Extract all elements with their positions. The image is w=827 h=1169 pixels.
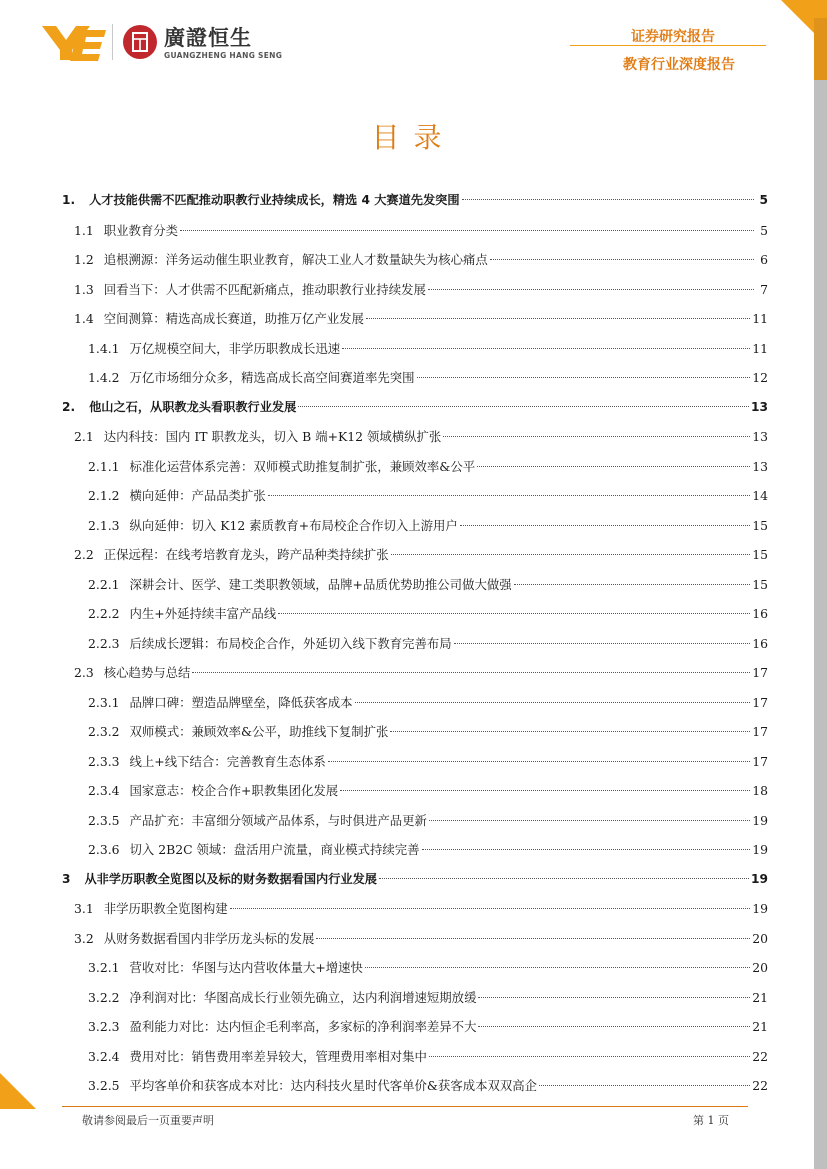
toc-entry-title: 从非学历职教全览图以及标的财务数据看国内行业发展 <box>84 871 377 886</box>
toc-entry-page: 17 <box>752 724 768 739</box>
brand-english-name: GUANGZHENG HANG SENG <box>164 51 283 60</box>
toc-dot-leader <box>355 702 751 703</box>
side-bar-accent <box>814 18 827 80</box>
toc-entry-title: 纵向延伸：切入 K12 素质教育+布局校企合作切入上游用户 <box>129 517 458 533</box>
toc-entry-title: 回看当下：人才供需不匹配新痛点，推动职教行业持续发展 <box>103 281 426 297</box>
toc-entry-page: 17 <box>752 665 768 680</box>
toc-entry-page: 13 <box>751 399 768 414</box>
toc-entry-page: 22 <box>752 1078 768 1093</box>
toc-entry[interactable] <box>62 599 768 629</box>
logo-divider <box>112 24 113 60</box>
toc-entry-page: 21 <box>752 989 768 1005</box>
toc-entry-title: 后续成长逻辑：布局校企合作，外延切入线下教育完善布局 <box>129 635 452 651</box>
toc-entry-number: 2.1 <box>74 429 94 444</box>
toc-entry-page: 17 <box>752 753 768 769</box>
toc-entry[interactable] <box>62 304 768 334</box>
toc-entry-number: 2.2.1 <box>88 576 120 592</box>
toc-entry[interactable] <box>62 776 768 806</box>
toc-dot-leader <box>539 1085 750 1086</box>
toc-dot-leader <box>422 849 751 850</box>
toc-entry-number: 2.3.6 <box>88 842 120 857</box>
toc-entry-title: 横向延伸：产品品类扩张 <box>129 488 266 503</box>
toc-dot-leader <box>462 199 754 200</box>
toc-dot-leader <box>192 672 750 673</box>
report-type: 证券研究报告 <box>631 29 715 45</box>
toc-entry-page: 13 <box>752 429 768 444</box>
toc-entry[interactable] <box>62 806 768 836</box>
toc-entry-page: 19 <box>752 901 768 916</box>
seal-logo-icon <box>122 24 158 60</box>
toc-entry[interactable] <box>62 422 768 452</box>
table-of-contents <box>62 186 768 1101</box>
toc-entry[interactable] <box>62 186 768 216</box>
toc-entry-page: 19 <box>752 842 768 857</box>
toc-entry-number: 2.3 <box>74 665 94 680</box>
toc-entry-page: 19 <box>751 871 768 886</box>
toc-entry-page: 20 <box>752 930 768 946</box>
toc-entry-number: 1.2 <box>74 252 94 267</box>
toc-dot-leader <box>390 731 750 732</box>
toc-dot-leader <box>429 1056 750 1057</box>
toc-entry-page: 7 <box>760 281 768 297</box>
toc-dot-leader <box>379 878 749 879</box>
toc-dot-leader <box>460 525 750 526</box>
toc-entry[interactable] <box>62 924 768 954</box>
toc-entry[interactable] <box>62 363 768 393</box>
toc-entry-title: 标准化运营体系完善：双师模式助推复制扩张，兼顾效率&公平 <box>129 458 476 474</box>
toc-entry-page: 14 <box>752 488 768 503</box>
toc-entry-title: 净利润对比：华图高成长行业领先确立，达内利润增速短期放缓 <box>129 989 477 1005</box>
toc-entry[interactable] <box>62 717 768 747</box>
toc-entry[interactable] <box>62 216 768 246</box>
footer-disclaimer: 敬请参阅最后一页重要声明 <box>82 1114 214 1127</box>
toc-entry-page: 13 <box>752 458 768 474</box>
toc-entry[interactable] <box>62 334 768 364</box>
toc-entry-page: 11 <box>752 311 768 326</box>
toc-entry-title: 线上+线下结合：完善教育生态体系 <box>129 753 326 769</box>
toc-entry-number: 3.2.5 <box>88 1078 120 1093</box>
toc-entry-title: 追根溯源：洋务运动催生职业教育，解决工业人才数量缺失为核心痛点 <box>103 252 488 267</box>
toc-entry-number: 1.3 <box>74 281 94 297</box>
toc-dot-leader <box>366 318 750 319</box>
toc-entry-title: 人才技能供需不匹配推动职教行业持续成长，精选 4 大赛道先发突围 <box>89 193 460 207</box>
toc-entry-page: 17 <box>752 694 768 710</box>
toc-dot-leader <box>365 967 750 968</box>
toc-dot-leader <box>340 790 750 791</box>
toc-entry-title: 品牌口碑：塑造品牌壁垒，降低获客成本 <box>129 694 353 710</box>
toc-entry-number: 2.3.4 <box>88 783 120 798</box>
toc-entry-title: 非学历职教全览图构建 <box>103 901 228 916</box>
toc-entry-title: 深耕会计、医学、建工类职教领域，品牌+品质优势助推公司做大做强 <box>129 576 512 592</box>
toc-dot-leader <box>316 938 750 939</box>
toc-entry-page: 12 <box>752 370 768 385</box>
toc-entry-title: 万亿市场细分众多，精选高成长高空间赛道率先突围 <box>129 370 415 385</box>
toc-entry-page: 19 <box>752 812 768 828</box>
toc-dot-leader <box>514 584 751 585</box>
toc-entry-title: 平均客单价和获客成本对比：达内科技火星时代客单价&获客成本双双高企 <box>129 1078 538 1093</box>
toc-entry[interactable] <box>62 511 768 541</box>
toc-dot-leader <box>230 908 751 909</box>
toc-entry-title: 核心趋势与总结 <box>103 665 191 680</box>
toc-entry[interactable] <box>62 245 768 275</box>
toc-entry-page: 15 <box>752 517 768 533</box>
toc-entry-number: 2.2 <box>74 547 94 562</box>
toc-entry-page: 21 <box>752 1019 768 1034</box>
toc-dot-leader <box>429 820 750 821</box>
brand-name: 廣證恒生 <box>164 26 252 50</box>
toc-entry-page: 5 <box>760 222 768 238</box>
toc-dot-leader <box>328 761 750 762</box>
toc-entry-number: 3.2.1 <box>88 960 120 975</box>
side-bar <box>814 18 827 1169</box>
toc-dot-leader <box>391 554 751 555</box>
toc-entry-page: 16 <box>752 635 768 651</box>
toc-dot-leader <box>477 466 750 467</box>
toc-entry[interactable] <box>62 540 768 570</box>
toc-entry-number: 2.1.3 <box>88 517 120 533</box>
toc-entry[interactable] <box>62 835 768 865</box>
toc-entry[interactable] <box>62 393 768 423</box>
toc-entry-title: 空间测算：精选高成长赛道，助推万亿产业发展 <box>103 311 364 326</box>
toc-entry[interactable] <box>62 570 768 600</box>
toc-entry[interactable] <box>62 658 768 688</box>
toc-dot-leader <box>490 259 754 260</box>
toc-entry-number: 1. <box>62 193 76 207</box>
toc-entry[interactable] <box>62 1012 768 1042</box>
toc-entry-page: 11 <box>752 340 768 356</box>
toc-dot-leader <box>180 230 754 231</box>
page-number: 第 1 页 <box>693 1114 729 1127</box>
header-divider <box>570 45 766 46</box>
toc-entry[interactable] <box>62 275 768 305</box>
toc-entry-title: 他山之石，从职教龙头看职教行业发展 <box>89 399 297 414</box>
toc-entry-number: 2.2.2 <box>88 606 120 621</box>
toc-entry[interactable] <box>62 629 768 659</box>
toc-entry-title: 职业教育分类 <box>103 222 179 238</box>
toc-entry-title: 切入 2B2C 领域：盘活用户流量，商业模式持续完善 <box>129 842 420 857</box>
toc-entry[interactable] <box>62 1071 768 1101</box>
toc-entry-title: 从财务数据看国内非学历龙头标的发展 <box>103 930 315 946</box>
toc-dot-leader <box>454 643 751 644</box>
toc-entry-title: 正保远程：在线考培教育龙头，跨产品种类持续扩张 <box>103 547 389 562</box>
toc-entry-title: 万亿规模空间大，非学历职教成长迅速 <box>129 340 341 356</box>
toc-entry-number: 2. <box>62 399 76 414</box>
toc-entry[interactable] <box>62 865 768 895</box>
toc-entry[interactable] <box>62 983 768 1013</box>
toc-entry-title: 达内科技：国内 IT 职教龙头，切入 B 端+K12 领域横纵扩张 <box>103 429 442 444</box>
toc-entry-number: 3.2 <box>74 930 94 946</box>
toc-entry-number: 2.1.1 <box>88 458 120 474</box>
toc-entry-number: 3.2.2 <box>88 989 120 1005</box>
toc-entry-title: 国家意志：校企合作+职教集团化发展 <box>129 783 339 798</box>
toc-dot-leader <box>298 406 749 407</box>
toc-entry-number: 1.4.1 <box>88 340 120 356</box>
toc-entry[interactable] <box>62 894 768 924</box>
toc-entry-number: 3.2.4 <box>88 1048 120 1064</box>
toc-dot-leader <box>278 613 750 614</box>
toc-entry-page: 15 <box>752 576 768 592</box>
ye-logo-icon <box>40 18 108 66</box>
toc-entry[interactable] <box>62 1042 768 1072</box>
toc-entry[interactable] <box>62 953 768 983</box>
toc-entry-number: 1.4.2 <box>88 370 120 385</box>
toc-dot-leader <box>342 348 750 349</box>
toc-dot-leader <box>417 377 751 378</box>
toc-dot-leader <box>443 436 750 437</box>
toc-entry-page: 22 <box>752 1048 768 1064</box>
toc-dot-leader <box>478 1026 750 1027</box>
toc-entry-page: 18 <box>752 783 768 798</box>
toc-entry-number: 2.3.1 <box>88 694 120 710</box>
toc-entry-number: 3 <box>62 871 71 886</box>
toc-entry[interactable] <box>62 481 768 511</box>
toc-dot-leader <box>478 997 750 998</box>
toc-entry[interactable] <box>62 452 768 482</box>
toc-entry-title: 内生+外延持续丰富产品线 <box>129 606 277 621</box>
toc-dot-leader <box>268 495 750 496</box>
toc-entry-number: 2.3.3 <box>88 753 120 769</box>
toc-entry[interactable] <box>62 688 768 718</box>
toc-entry-number: 3.1 <box>74 901 94 916</box>
toc-entry[interactable] <box>62 747 768 777</box>
toc-entry-title: 营收对比：华图与达内营收体量大+增速快 <box>129 960 363 975</box>
toc-entry-number: 1.1 <box>74 222 94 238</box>
toc-entry-number: 2.2.3 <box>88 635 120 651</box>
toc-entry-page: 6 <box>760 252 768 267</box>
toc-dot-leader <box>428 289 754 290</box>
toc-entry-page: 5 <box>759 193 768 207</box>
toc-entry-title: 双师模式：兼顾效率&公平，助推线下复制扩张 <box>129 724 389 739</box>
toc-entry-page: 20 <box>752 960 768 975</box>
toc-entry-title: 产品扩充：丰富细分领域产品体系，与时俱进产品更新 <box>129 812 427 828</box>
toc-entry-number: 1.4 <box>74 311 94 326</box>
toc-entry-title: 盈利能力对比：达内恒企毛利率高，多家标的净利润率差异不大 <box>129 1019 477 1034</box>
toc-entry-number: 2.3.5 <box>88 812 120 828</box>
toc-entry-page: 16 <box>752 606 768 621</box>
toc-entry-number: 2.1.2 <box>88 488 120 503</box>
toc-entry-number: 3.2.3 <box>88 1019 120 1034</box>
toc-entry-number: 2.3.2 <box>88 724 120 739</box>
report-subtype: 教育行业深度报告 <box>623 57 735 73</box>
footer-divider <box>62 1106 748 1107</box>
toc-title: 目录 <box>371 121 456 154</box>
corner-decoration-bottom <box>0 1073 36 1109</box>
toc-entry-page: 15 <box>752 547 768 562</box>
toc-entry-title: 费用对比：销售费用率差异较大，管理费用率相对集中 <box>129 1048 427 1064</box>
